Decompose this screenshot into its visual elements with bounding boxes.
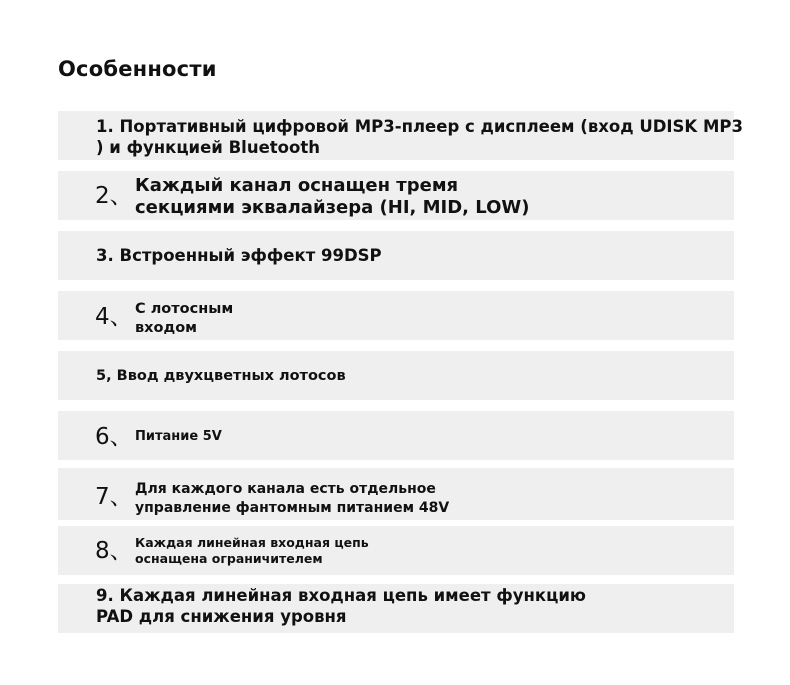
feature-line: С лотосным — [135, 301, 234, 317]
feature-line: Каждый канал оснащен тремя — [135, 175, 459, 196]
feature-line: 3. Встроенный эффект 99DSP — [96, 246, 382, 265]
feature-line: PAD для снижения уровня — [96, 607, 347, 626]
feature-text-3 — [96, 245, 382, 266]
feature-row-4 — [58, 291, 734, 340]
page-title: Особенности — [58, 57, 217, 81]
feature-line: 9. Каждая линейная входная цепь имеет функцию — [96, 586, 586, 605]
feature-line: Каждая линейная входная цепь — [135, 535, 369, 550]
feature-line: Питание 5V — [135, 429, 222, 444]
feature-row-3 — [58, 231, 734, 280]
feature-line: оснащена ограничителем — [135, 551, 323, 566]
feature-number: 2、 — [95, 183, 133, 209]
feature-number: 7、 — [95, 484, 133, 510]
feature-row-1 — [58, 111, 743, 160]
feature-text-9 — [96, 585, 586, 627]
feature-row-7 — [58, 468, 734, 520]
feature-row-9 — [58, 584, 734, 633]
feature-row-6 — [58, 411, 734, 460]
feature-line: 5, Ввод двухцветных лотосов — [96, 368, 346, 384]
feature-number: 4、 — [95, 304, 133, 330]
feature-row-8 — [58, 526, 734, 575]
feature-line: входом — [135, 320, 198, 336]
feature-text-1 — [96, 116, 743, 158]
feature-row-2 — [58, 171, 734, 220]
feature-text-2 — [135, 175, 530, 219]
feature-number: 6、 — [95, 424, 133, 450]
feature-row-5 — [58, 351, 734, 400]
feature-line: управление фантомным питанием 48V — [135, 500, 450, 516]
feature-text-6 — [135, 428, 222, 445]
feature-line: ) и функцией Bluetooth — [96, 138, 320, 157]
feature-number: 8、 — [95, 538, 133, 564]
feature-text-8 — [135, 535, 369, 567]
feature-text-4 — [135, 300, 233, 338]
feature-text-7 — [135, 480, 449, 518]
feature-line: Для каждого канала есть отдельное — [135, 481, 436, 497]
feature-line: 1. Портативный цифровой MP3-плеер с дисплеем (вход UDISK MP3 — [96, 117, 743, 136]
feature-line: секциями эквалайзера (HI, MID, LOW) — [135, 197, 530, 218]
feature-text-5 — [96, 367, 346, 386]
